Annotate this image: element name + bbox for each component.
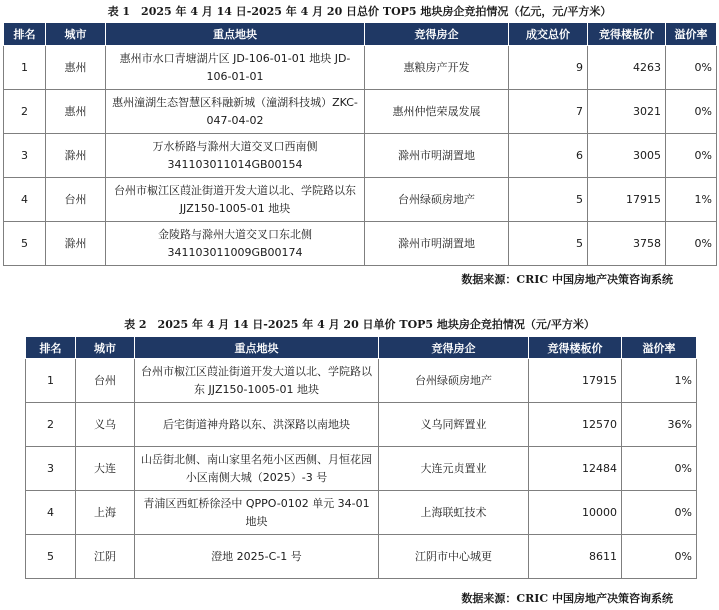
- city-cell: 台州: [46, 178, 106, 222]
- price-cell: 4263: [588, 46, 666, 90]
- premium-cell: 0%: [622, 535, 697, 579]
- plot-cell: 后宅街道神舟路以东、洪深路以南地块: [135, 403, 379, 447]
- header-plot: 重点地块: [106, 23, 365, 46]
- table-row: [4, 222, 717, 266]
- premium-cell: 36%: [622, 403, 697, 447]
- header-price: 竞得楼板价: [588, 23, 666, 46]
- city-cell: 大连: [76, 447, 135, 491]
- rank-cell: 5: [4, 222, 46, 266]
- rank-cell: 4: [26, 491, 76, 535]
- plot-cell: 惠州市水口青塘湖片区 JD-106-01-01 地块 JD-106-01-01: [106, 46, 365, 90]
- premium-cell: 0%: [666, 134, 717, 178]
- table1-caption: 表 1 2025 年 4 月 14 日-2025 年 4 月 20 日总价 TOP5 地块房企竞拍情况（亿元，元/平方米）: [107, 5, 612, 18]
- total-cell: 5: [509, 222, 588, 266]
- total-cell: 5: [509, 178, 588, 222]
- table-row: [26, 359, 697, 403]
- plot-cell: 青浦区西虹桥徐泾中 QPPO-0102 单元 34-01 地块: [135, 491, 379, 535]
- table-row: [4, 134, 717, 178]
- city-cell: 滁州: [46, 222, 106, 266]
- header-total: 成交总价: [509, 23, 588, 46]
- header-city: 城市: [76, 337, 135, 359]
- plot-cell: 澄地 2025-C-1 号: [135, 535, 379, 579]
- header-price: 竞得楼板价: [529, 337, 622, 359]
- plot-cell: 山岳街北侧、南山家里名苑小区西侧、月恒花园小区南侧大城（2025）-3 号: [135, 447, 379, 491]
- rank-cell: 5: [26, 535, 76, 579]
- price-cell: 12484: [529, 447, 622, 491]
- table1-source: 数据来源：CRIC 中国房地产决策咨询系统: [461, 273, 673, 286]
- header-rank: 排名: [4, 23, 46, 46]
- table-row: [26, 491, 697, 535]
- premium-cell: 0%: [666, 90, 717, 134]
- company-cell: 台州绿硕房地产: [379, 359, 529, 403]
- city-cell: 台州: [76, 359, 135, 403]
- header-company: 竞得房企: [365, 23, 509, 46]
- table2: [25, 336, 697, 579]
- price-cell: 17915: [529, 359, 622, 403]
- city-cell: 义乌: [76, 403, 135, 447]
- company-cell: 义乌同辉置业: [379, 403, 529, 447]
- table2-caption: 表 2 2025 年 4 月 14 日-2025 年 4 月 20 日单价 TOP5 地块房企竞拍情况（元/平方米）: [124, 318, 595, 331]
- total-cell: 9: [509, 46, 588, 90]
- plot-cell: 台州市椒江区葭沚街道开发大道以北、学院路以东 JJZ150-1005-01 地块: [106, 178, 365, 222]
- company-cell: 惠粮房产开发: [365, 46, 509, 90]
- company-cell: 江阴市中心城更: [379, 535, 529, 579]
- rank-cell: 3: [4, 134, 46, 178]
- table1: [3, 22, 717, 266]
- premium-cell: 1%: [666, 178, 717, 222]
- header-city: 城市: [46, 23, 106, 46]
- header-company: 竞得房企: [379, 337, 529, 359]
- plot-cell: 惠州潼湖生态智慧区科融新城（潼湖科技城）ZKC-047-04-02: [106, 90, 365, 134]
- price-cell: 10000: [529, 491, 622, 535]
- rank-cell: 2: [4, 90, 46, 134]
- price-cell: 3005: [588, 134, 666, 178]
- table2-source: 数据来源：CRIC 中国房地产决策咨询系统: [461, 592, 673, 605]
- plot-cell: 台州市椒江区葭沚街道开发大道以北、学院路以东 JJZ150-1005-01 地块: [135, 359, 379, 403]
- company-cell: 滁州市明湖置地: [365, 134, 509, 178]
- header-premium: 溢价率: [622, 337, 697, 359]
- header-premium: 溢价率: [666, 23, 717, 46]
- total-cell: 7: [509, 90, 588, 134]
- plot-cell: 万水桥路与滁州大道交叉口西南侧 341103011014GB00154: [106, 134, 365, 178]
- rank-cell: 3: [26, 447, 76, 491]
- total-cell: 6: [509, 134, 588, 178]
- city-cell: 惠州: [46, 46, 106, 90]
- city-cell: 惠州: [46, 90, 106, 134]
- premium-cell: 1%: [622, 359, 697, 403]
- company-cell: 台州绿硕房地产: [365, 178, 509, 222]
- rank-cell: 1: [4, 46, 46, 90]
- city-cell: 滁州: [46, 134, 106, 178]
- premium-cell: 0%: [622, 491, 697, 535]
- table-row: [26, 447, 697, 491]
- header-rank: 排名: [26, 337, 76, 359]
- company-cell: 上海联虹技术: [379, 491, 529, 535]
- premium-cell: 0%: [622, 447, 697, 491]
- premium-cell: 0%: [666, 46, 717, 90]
- rank-cell: 4: [4, 178, 46, 222]
- city-cell: 江阴: [76, 535, 135, 579]
- price-cell: 8611: [529, 535, 622, 579]
- table-row: [4, 178, 717, 222]
- city-cell: 上海: [76, 491, 135, 535]
- plot-cell: 金陵路与滁州大道交叉口东北侧 341103011009GB00174: [106, 222, 365, 266]
- company-cell: 大连元贞置业: [379, 447, 529, 491]
- price-cell: 3021: [588, 90, 666, 134]
- rank-cell: 2: [26, 403, 76, 447]
- header-plot: 重点地块: [135, 337, 379, 359]
- premium-cell: 0%: [666, 222, 717, 266]
- company-cell: 惠州仲恺荣晟发展: [365, 90, 509, 134]
- company-cell: 滁州市明湖置地: [365, 222, 509, 266]
- price-cell: 3758: [588, 222, 666, 266]
- rank-cell: 1: [26, 359, 76, 403]
- table-row: [26, 403, 697, 447]
- table1-header-row: [4, 23, 717, 46]
- price-cell: 12570: [529, 403, 622, 447]
- table-row: [4, 46, 717, 90]
- table2-header-row: [26, 337, 697, 359]
- table-row: [26, 535, 697, 579]
- table-row: [4, 90, 717, 134]
- price-cell: 17915: [588, 178, 666, 222]
